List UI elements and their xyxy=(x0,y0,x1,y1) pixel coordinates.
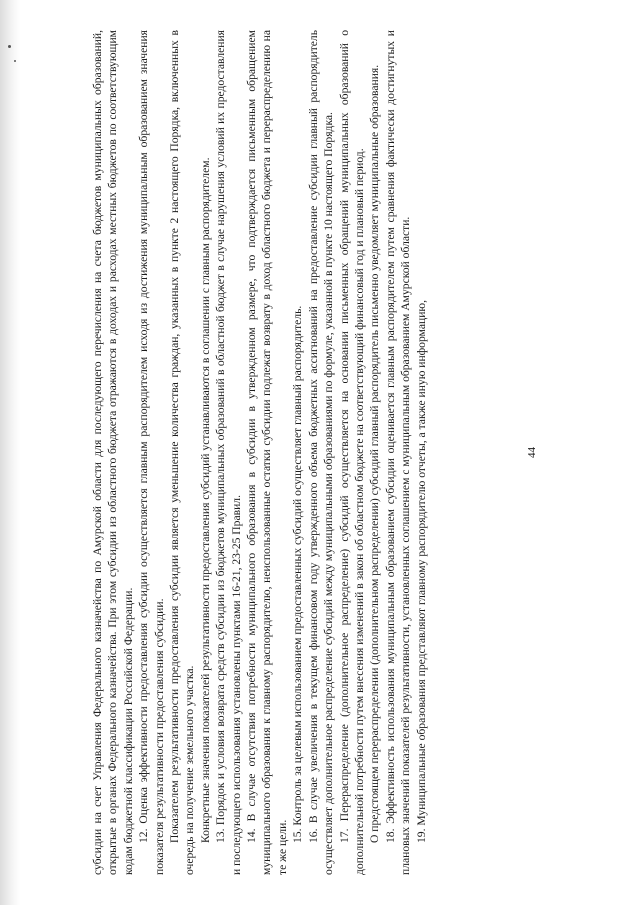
paragraph-16: 16. В случае увеличения в текущем финансовом году утвержденного объема бюджетных ассигнований на предоставление субсидии главный распорядитель осуществляет дополнительное распределение субсидий между муниципальными образованиями по формуле, указанной в пункте 10 настоящего Порядка. xyxy=(306,30,336,875)
paragraph-13: 13. Порядок и условия возврата средств субсидии из бюджетов муниципальных образований в областной бюджет в случае нарушения условий их предоставления и последующего использования установлены пунктами 16-21, 23-25 Правил. xyxy=(214,30,243,875)
paragraph-12-indicator: Показателем результативности предоставления субсидии является уменьшение количества граждан, указанных в пункте 2 настоящего Порядка, включенных в очередь на получение земельного участка. xyxy=(168,30,197,875)
scan-speck xyxy=(14,60,16,62)
paragraph-12-values: Конкретные значения показателей результативности предоставления субсидий устанавливаются в соглашении с главным распорядителем. xyxy=(198,157,212,843)
paragraph-17: 17. Перераспределение (дополнительное распределение) субсидий осуществляется на основании письменных обращений муниципальных образований о дополнительной потребности путем внесения изменений в закон об областном бюджете на соответствующий финансовый год и плановый период. xyxy=(337,30,366,875)
paragraph-15: 15. Контроль за целевым использованием предоставленных субсидий осуществляет главный распорядитель. xyxy=(291,305,305,843)
scan-speck xyxy=(8,45,11,48)
paragraph-19: 19. Муниципальные образования представляют главному распорядителю отчеты, а также иную информацию, xyxy=(414,300,428,843)
paragraph-18: 18. Эффективность использования муниципальным образованием субсидии оценивается главным распорядителем путем сравнения фактически достигнутых и плановых значений показателей результативности, установленных соглашением с муниципальным образованием Амурской области. xyxy=(383,30,413,875)
page-number: 44 xyxy=(526,447,538,458)
paragraph-14: 14. В случае отсутствия потребности муниципального образования в субсидии в утвержденном размере, что подтверждается письменным обращением муниципального образования к главному распорядителю, неиспользованные остатки субсидии подлежат возврату в доход областного бюджета и перераспределению на те же цели. xyxy=(245,30,289,875)
paragraph-continuation: субсидии на счет Управления Федерального казначейства по Амурской области для последующего перечисления на счета бюджетов муниципальных образований, открытые в органах Федерального казначейства. При этом субсидии из областного бюджета отражаются в доходах и расходах местных бюджетов по соответствующим кодам бюджетной классификации Российской Федерации. xyxy=(91,30,135,875)
document-page xyxy=(90,30,600,875)
scan-edge-shadow xyxy=(0,0,20,905)
paragraph-12: 12. Оценка эффективности предоставления субсидии осуществляется главным распорядителем исходя из достижения муниципальным образованием значения показателя результативности предоставления субсидии. xyxy=(137,30,166,875)
paragraph-17-notice: О предстоящем перераспределении (дополнительном распределении) субсидий главный распорядитель письменно уведомляет муниципальные образования. xyxy=(368,64,382,843)
